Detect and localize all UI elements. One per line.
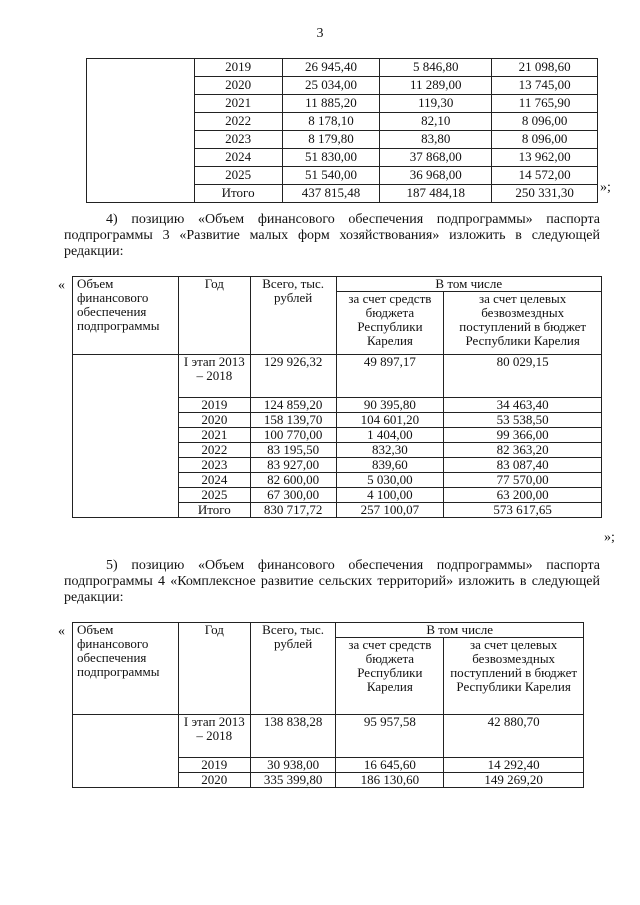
row-targeted: 8 096,00 bbox=[492, 113, 598, 131]
table-row bbox=[87, 59, 598, 77]
stage-budget: 49 897,17 bbox=[336, 355, 444, 398]
header-targeted: за счет целевых безвозмездных поступлений в бюджет Республики Карелия bbox=[444, 292, 602, 355]
row-total: 26 945,40 bbox=[282, 59, 380, 77]
row-year: 2023 bbox=[194, 131, 282, 149]
row-targeted: 21 098,60 bbox=[492, 59, 598, 77]
stage-total: 129 926,32 bbox=[250, 355, 336, 398]
stage-total: 138 838,28 bbox=[250, 715, 336, 758]
header-including: В том числе bbox=[336, 623, 584, 638]
row-year: 2019 bbox=[178, 758, 250, 773]
header-budget: за счет средств бюджета Республики Карелия bbox=[336, 292, 444, 355]
row-year: 2022 bbox=[178, 443, 250, 458]
row-budget: 187 484,18 bbox=[380, 185, 492, 203]
table-subprogram-2-continuation bbox=[86, 58, 598, 203]
row-year: 2023 bbox=[178, 458, 250, 473]
header-including: В том числе bbox=[336, 277, 601, 292]
row-total: 124 859,20 bbox=[250, 398, 336, 413]
row-total: 30 938,00 bbox=[250, 758, 336, 773]
row-year: Итого bbox=[194, 185, 282, 203]
row-budget: 82,10 bbox=[380, 113, 492, 131]
row-targeted: 250 331,30 bbox=[492, 185, 598, 203]
row-total: 437 815,48 bbox=[282, 185, 380, 203]
row-total: 8 178,10 bbox=[282, 113, 380, 131]
page-number: 3 bbox=[316, 26, 324, 41]
row-year: 2022 bbox=[194, 113, 282, 131]
row-total: 51 830,00 bbox=[282, 149, 380, 167]
row-total: 25 034,00 bbox=[282, 77, 380, 95]
row-targeted: 8 096,00 bbox=[492, 131, 598, 149]
table-subprogram-3-financing bbox=[72, 276, 602, 518]
row-budget: 104 601,20 bbox=[336, 413, 444, 428]
row-budget: 119,30 bbox=[380, 95, 492, 113]
row-year: 2019 bbox=[178, 398, 250, 413]
stage-targeted: 80 029,15 bbox=[444, 355, 602, 398]
header-year: Год bbox=[178, 277, 250, 355]
row-year: 2024 bbox=[194, 149, 282, 167]
row-total: 8 179,80 bbox=[282, 131, 380, 149]
stage-targeted: 42 880,70 bbox=[444, 715, 584, 758]
row-targeted: 14 572,00 bbox=[492, 167, 598, 185]
row-total: 11 885,20 bbox=[282, 95, 380, 113]
row-budget: 4 100,00 bbox=[336, 488, 444, 503]
row-year: 2020 bbox=[194, 77, 282, 95]
stage-label: I этап 2013 – 2018 bbox=[178, 715, 250, 758]
row-total: 830 717,72 bbox=[250, 503, 336, 518]
row-budget: 839,60 bbox=[336, 458, 444, 473]
row-targeted: 149 269,20 bbox=[444, 773, 584, 788]
row-total: 158 139,70 bbox=[250, 413, 336, 428]
row-year: 2020 bbox=[178, 773, 250, 788]
row-total: 83 195,50 bbox=[250, 443, 336, 458]
row-total: 82 600,00 bbox=[250, 473, 336, 488]
row-budget: 90 395,80 bbox=[336, 398, 444, 413]
row-budget: 186 130,60 bbox=[336, 773, 444, 788]
header-total: Всего, тыс. рублей bbox=[250, 623, 336, 715]
row-targeted: 53 538,50 bbox=[444, 413, 602, 428]
row-targeted: 99 366,00 bbox=[444, 428, 602, 443]
row-targeted: 77 570,00 bbox=[444, 473, 602, 488]
paragraph-text: 5) позицию «Объем финансового обеспечения подпрограммы» паспорта подпрограммы 4 «Комплексное развитие сельских территорий» изложить в следующей редакции: bbox=[64, 558, 600, 605]
paragraph-item-5 bbox=[64, 558, 600, 606]
header-total: Всего, тыс. рублей bbox=[250, 277, 336, 355]
row-targeted: 11 765,90 bbox=[492, 95, 598, 113]
closing-quote: »; bbox=[604, 530, 615, 545]
opening-quote: « bbox=[58, 278, 65, 293]
row-total: 51 540,00 bbox=[282, 167, 380, 185]
row-total: 100 770,00 bbox=[250, 428, 336, 443]
paragraph-item-4 bbox=[64, 212, 600, 260]
header-targeted: за счет целевых безвозмездных поступлений в бюджет Республики Карелия bbox=[444, 638, 584, 715]
row-targeted: 83 087,40 bbox=[444, 458, 602, 473]
row-total: 67 300,00 bbox=[250, 488, 336, 503]
row-budget: 5 030,00 bbox=[336, 473, 444, 488]
paragraph-text: 4) позицию «Объем финансового обеспечения подпрограммы» паспорта подпрограммы 3 «Развитие малых форм хозяйствования» изложить в следующей редакции: bbox=[64, 212, 600, 259]
header-budget: за счет средств бюджета Республики Карелия bbox=[336, 638, 444, 715]
row-targeted: 13 745,00 bbox=[492, 77, 598, 95]
table-label: Объем финансового обеспечения подпрограммы bbox=[73, 623, 179, 715]
row-targeted: 573 617,65 bbox=[444, 503, 602, 518]
row-budget: 16 645,60 bbox=[336, 758, 444, 773]
stage-budget: 95 957,58 bbox=[336, 715, 444, 758]
row-budget: 83,80 bbox=[380, 131, 492, 149]
row-budget: 832,30 bbox=[336, 443, 444, 458]
table-label: Объем финансового обеспечения подпрограммы bbox=[73, 277, 179, 355]
table-subprogram-4-financing bbox=[72, 622, 584, 788]
row-budget: 5 846,80 bbox=[380, 59, 492, 77]
row-year: 2019 bbox=[194, 59, 282, 77]
row-targeted: 63 200,00 bbox=[444, 488, 602, 503]
row-targeted: 13 962,00 bbox=[492, 149, 598, 167]
row-year: Итого bbox=[178, 503, 250, 518]
row-year: 2024 bbox=[178, 473, 250, 488]
row-budget: 36 968,00 bbox=[380, 167, 492, 185]
row-budget: 257 100,07 bbox=[336, 503, 444, 518]
row-total: 83 927,00 bbox=[250, 458, 336, 473]
row-year: 2025 bbox=[178, 488, 250, 503]
stage-label: I этап 2013 – 2018 bbox=[178, 355, 250, 398]
row-year: 2025 bbox=[194, 167, 282, 185]
row-budget: 11 289,00 bbox=[380, 77, 492, 95]
row-year: 2021 bbox=[178, 428, 250, 443]
row-targeted: 82 363,20 bbox=[444, 443, 602, 458]
header-year: Год bbox=[178, 623, 250, 715]
row-year: 2021 bbox=[194, 95, 282, 113]
row-targeted: 14 292,40 bbox=[444, 758, 584, 773]
closing-quote: »; bbox=[600, 180, 611, 195]
row-budget: 37 868,00 bbox=[380, 149, 492, 167]
opening-quote: « bbox=[58, 624, 65, 639]
row-total: 335 399,80 bbox=[250, 773, 336, 788]
row-budget: 1 404,00 bbox=[336, 428, 444, 443]
row-targeted: 34 463,40 bbox=[444, 398, 602, 413]
row-year: 2020 bbox=[178, 413, 250, 428]
